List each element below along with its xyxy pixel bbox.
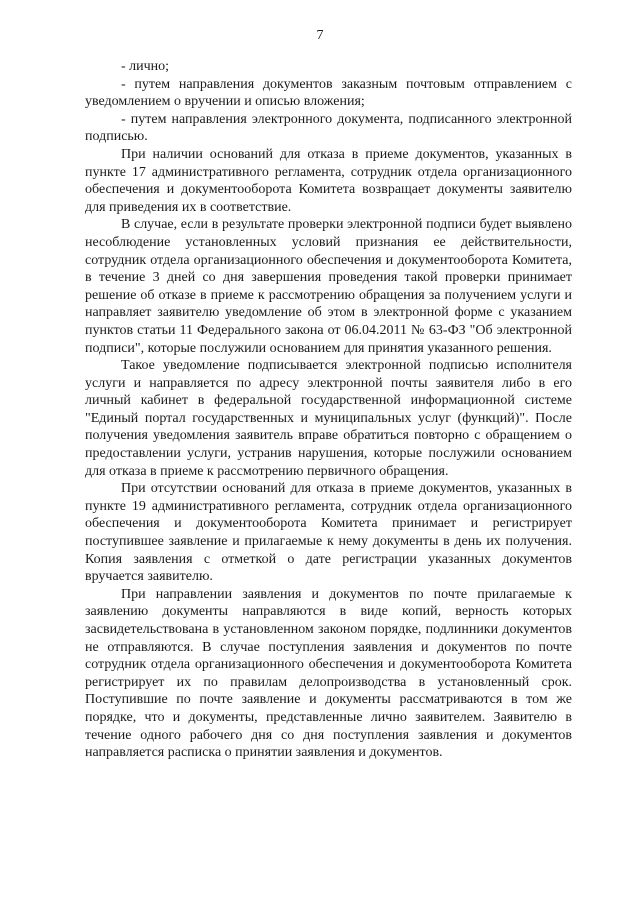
page-number: 7 — [316, 28, 324, 43]
paragraph-refusal-grounds: При наличии оснований для отказа в приеме документов, указанных в пункте 17 административного регламента, сотрудник отдела организационного обеспечения и документооборота Комитета возвращает документы заявителю для приведения их в соответствие. — [85, 146, 572, 215]
paragraph-notification: Такое уведомление подписывается электронной подписью исполнителя услуги и направляется по адресу электронной почты заявителя либо в его личный кабинет в федеральной государственной информационной системе "Единый портал государственных и муниципальных услуг (функций)". После получения уведомления заявитель вправе обратиться повторно с обращением о предоставлении услуги, устранив нарушения, которые послужили основанием для отказа в приеме к рассмотрению первичного обращения. — [85, 358, 572, 479]
paragraph-signature-check: В случае, если в результате проверки электронной подписи будет выявлено несоблюдение установленных условий признания ее действительности, сотрудник отдела организационного обеспечения и документооборота Комитета, в течение 3 дней со дня завершения проведения такой проверки принимает решение об отказе в приеме к рассмотрению обращения за получением услуги и направляет заявителю уведомление об этом в электронной форме с указанием пунктов статьи 11 Федерального закона от 06.04.2011 № 63-ФЗ "Об электронной подписи", которые послужили основанием для принятия указанного решения. — [85, 217, 572, 356]
paragraph-postal-submission: При направлении заявления и документов по почте прилагаемые к заявлению документы направляются в виде копий, верность которых засвидетельствована в установленном законом порядке, подлинники документов не отправляются. В случае поступления заявления и документов по почте сотрудник отдела организационного обеспечения и документооборота Комитета регистрирует их по правилам делопроизводства в установленный срок. Поступившие по почте заявление и документы рассматриваются в том же порядке, что и документы, представленные лично заявителем. Заявителю в течение одного рабочего дня со дня поступления заявления и документов направляется расписка о принятии заявления и документов. — [85, 586, 572, 761]
list-item-electronic: - путем направления электронного документа, подписанного электронной подписью. — [85, 111, 572, 145]
list-item-by-mail: - путем направления документов заказным почтовым отправлением с уведомлением о вручении и описью вложения; — [85, 76, 572, 110]
list-item-in-person: - лично; — [121, 59, 170, 74]
document-body — [85, 58, 572, 762]
paragraph-registration: При отсутствии оснований для отказа в приеме документов, указанных в пункте 19 административного регламента, сотрудник отдела организационного обеспечения и документооборота Комитета принимает и регистрирует поступившее заявление и прилагаемые к нему документы в день их получения. Копия заявления с отметкой о дате регистрации указанных документов вручается заявителю. — [85, 481, 572, 585]
